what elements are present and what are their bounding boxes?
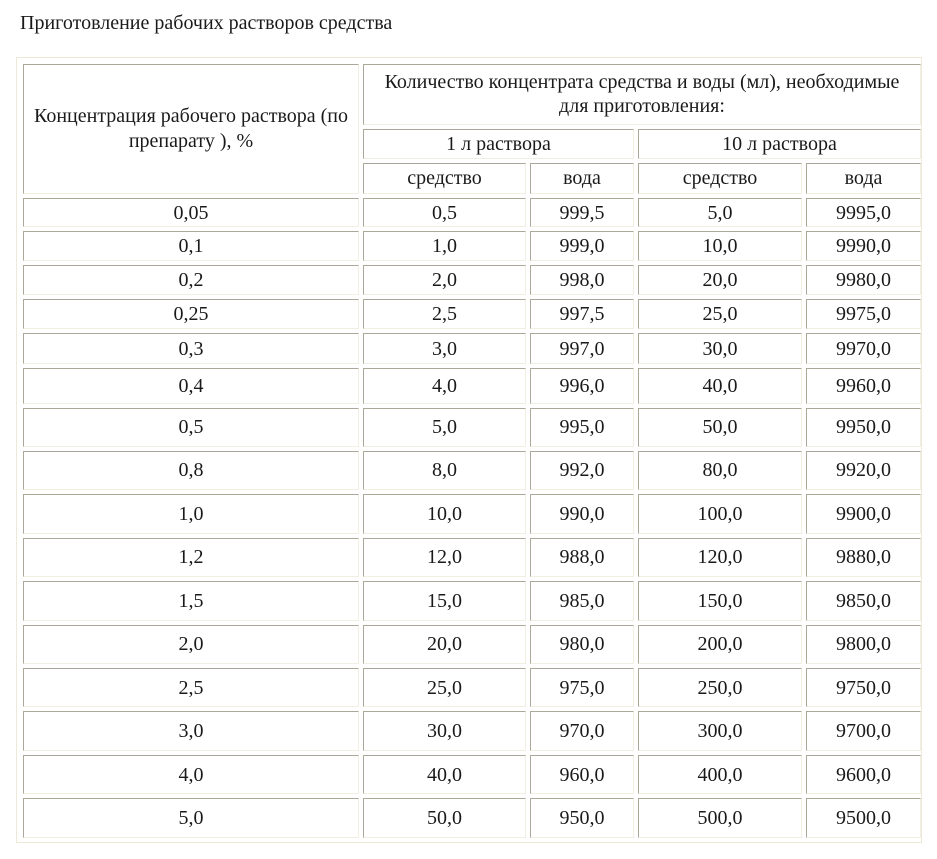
water-10l-cell: 9880,0 (806, 538, 921, 577)
water-10l-cell: 9700,0 (806, 711, 921, 750)
agent-1l-cell: 12,0 (363, 538, 526, 577)
agent-10l-cell: 150,0 (638, 581, 802, 620)
water-1l-cell: 975,0 (530, 668, 634, 707)
agent-1l-cell: 5,0 (363, 408, 526, 446)
concentration-cell: 0,8 (23, 451, 359, 490)
concentration-cell: 0,05 (23, 198, 359, 228)
water-1l-cell: 960,0 (530, 755, 634, 794)
agent-10l-cell: 100,0 (638, 494, 802, 533)
water-1l-cell: 999,5 (530, 198, 634, 228)
water-1l-cell: 970,0 (530, 711, 634, 750)
table-row (23, 333, 921, 364)
water-1l-cell: 998,0 (530, 265, 634, 295)
agent-10l-cell: 30,0 (638, 333, 802, 364)
concentration-cell: 1,5 (23, 581, 359, 620)
agent-1l-cell: 20,0 (363, 625, 526, 664)
table-row (23, 494, 921, 533)
concentration-cell: 1,0 (23, 494, 359, 533)
water-10l-cell: 9960,0 (806, 368, 921, 404)
water-1l-cell: 985,0 (530, 581, 634, 620)
agent-10l-cell: 20,0 (638, 265, 802, 295)
agent-10l-cell: 5,0 (638, 198, 802, 228)
agent-1l-cell: 10,0 (363, 494, 526, 533)
agent-10l-cell: 500,0 (638, 798, 802, 838)
agent-1l-cell: 30,0 (363, 711, 526, 750)
agent-1l-cell: 3,0 (363, 333, 526, 364)
water-10l-cell: 9950,0 (806, 408, 921, 446)
water-10l-cell: 9990,0 (806, 231, 921, 261)
water-10l-header: вода (806, 163, 921, 194)
water-1l-cell: 990,0 (530, 494, 634, 533)
agent-10l-cell: 400,0 (638, 755, 802, 794)
concentration-cell: 0,4 (23, 368, 359, 404)
table-row (23, 668, 921, 707)
concentration-cell: 5,0 (23, 798, 359, 838)
table-row (23, 231, 921, 261)
water-1l-cell: 988,0 (530, 538, 634, 577)
water-1l-cell: 995,0 (530, 408, 634, 446)
water-1l-cell: 999,0 (530, 231, 634, 261)
solution-table-frame (16, 57, 922, 843)
table-body (23, 64, 921, 838)
page-title: Приготовление рабочих растворов средства (20, 12, 393, 34)
agent-10l-cell: 300,0 (638, 711, 802, 750)
concentration-header: Концентрация рабочего раствора (по препарату ), % (23, 64, 359, 194)
quantity-header: Количество концентрата средства и воды (мл), необходимые для приготовления: (363, 64, 921, 125)
water-10l-cell: 9850,0 (806, 581, 921, 620)
water-10l-cell: 9750,0 (806, 668, 921, 707)
agent-1l-cell: 2,5 (363, 299, 526, 329)
one-liter-header: 1 л раствора (363, 129, 634, 159)
water-10l-cell: 9900,0 (806, 494, 921, 533)
table-row (23, 755, 921, 794)
concentration-cell: 2,0 (23, 625, 359, 664)
water-1l-cell: 997,0 (530, 333, 634, 364)
water-10l-cell: 9980,0 (806, 265, 921, 295)
water-1l-cell: 997,5 (530, 299, 634, 329)
agent-1l-cell: 2,0 (363, 265, 526, 295)
table-row (23, 625, 921, 664)
concentration-cell: 0,3 (23, 333, 359, 364)
agent-10l-cell: 10,0 (638, 231, 802, 261)
water-1l-cell: 996,0 (530, 368, 634, 404)
concentration-cell: 0,25 (23, 299, 359, 329)
agent-10l-cell: 200,0 (638, 625, 802, 664)
agent-1l-cell: 25,0 (363, 668, 526, 707)
header-row-1 (23, 64, 921, 125)
agent-1l-cell: 50,0 (363, 798, 526, 838)
water-10l-cell: 9975,0 (806, 299, 921, 329)
agent-1l-cell: 1,0 (363, 231, 526, 261)
agent-1l-cell: 40,0 (363, 755, 526, 794)
table-row (23, 265, 921, 295)
concentration-cell: 0,1 (23, 231, 359, 261)
concentration-cell: 0,5 (23, 408, 359, 446)
water-10l-cell: 9995,0 (806, 198, 921, 228)
table-row (23, 198, 921, 228)
agent-10l-cell: 50,0 (638, 408, 802, 446)
concentration-cell: 3,0 (23, 711, 359, 750)
water-10l-cell: 9600,0 (806, 755, 921, 794)
table-row (23, 538, 921, 577)
water-10l-cell: 9500,0 (806, 798, 921, 838)
agent-10l-cell: 250,0 (638, 668, 802, 707)
table-row (23, 711, 921, 750)
water-10l-cell: 9920,0 (806, 451, 921, 490)
table-row (23, 299, 921, 329)
table-row (23, 581, 921, 620)
concentration-cell: 0,2 (23, 265, 359, 295)
concentration-cell: 1,2 (23, 538, 359, 577)
agent-10l-cell: 40,0 (638, 368, 802, 404)
water-10l-cell: 9800,0 (806, 625, 921, 664)
agent-1l-cell: 4,0 (363, 368, 526, 404)
agent-1l-cell: 8,0 (363, 451, 526, 490)
agent-10l-cell: 25,0 (638, 299, 802, 329)
table-row (23, 798, 921, 838)
water-1l-header: вода (530, 163, 634, 194)
concentration-cell: 4,0 (23, 755, 359, 794)
agent-10l-cell: 120,0 (638, 538, 802, 577)
agent-1l-header: средство (363, 163, 526, 194)
agent-1l-cell: 0,5 (363, 198, 526, 228)
agent-10l-cell: 80,0 (638, 451, 802, 490)
agent-1l-cell: 15,0 (363, 581, 526, 620)
solution-table (19, 60, 925, 842)
table-row (23, 451, 921, 490)
ten-liter-header: 10 л раствора (638, 129, 921, 159)
agent-10l-header: средство (638, 163, 802, 194)
water-1l-cell: 950,0 (530, 798, 634, 838)
table-row (23, 408, 921, 446)
concentration-cell: 2,5 (23, 668, 359, 707)
water-10l-cell: 9970,0 (806, 333, 921, 364)
table-row (23, 368, 921, 404)
water-1l-cell: 992,0 (530, 451, 634, 490)
water-1l-cell: 980,0 (530, 625, 634, 664)
